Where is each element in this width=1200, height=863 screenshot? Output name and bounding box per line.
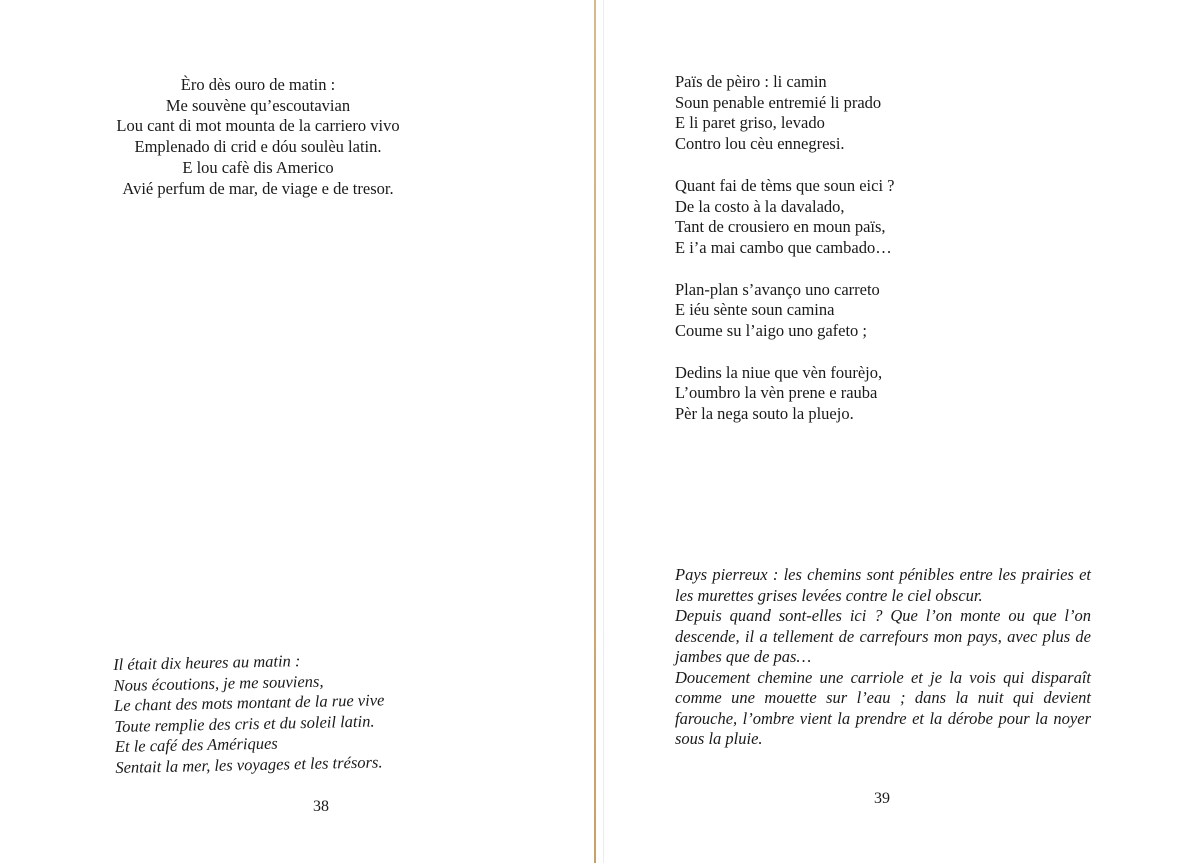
verse-line: Coume su l’aigo uno gafeto ; xyxy=(675,321,868,341)
verse-line: Tant de crousiero en moun païs, xyxy=(675,217,886,237)
page-number-left: 38 xyxy=(313,798,329,815)
verse-line: E lou cafè dis Americo xyxy=(182,157,334,177)
verse-line: Contro lou cèu ennegresi. xyxy=(675,134,845,154)
verse-line: Soun penable entremié li prado xyxy=(675,92,882,112)
right-verse xyxy=(675,72,1035,425)
translation-line: Le chant des mots montant de la rue vive xyxy=(113,690,385,715)
verse-line: Èro dès ouro de matin : xyxy=(180,75,336,94)
translation-paragraph: Pays pierreux : les chemins sont pénibles entre les prairies et les murettes grises levées contre le ciel obscur. xyxy=(675,565,1091,605)
right-translation xyxy=(675,565,1091,750)
verse-line: Quant fai de tèms que soun eici ? xyxy=(675,175,895,195)
verse-line: Emplenado di crid e dóu soulèu latin. xyxy=(134,137,382,157)
left-verse xyxy=(98,75,418,199)
verse-line: Avié perfum de mar, de viage e de tresor. xyxy=(122,178,394,198)
verse-line: Me souvène qu’escoutavian xyxy=(165,95,351,115)
verse-line: Pèr la nega souto la pluejo. xyxy=(675,404,854,424)
left-translation xyxy=(113,649,426,778)
stanza xyxy=(675,176,1035,259)
verse-line: E iéu sènte soun camina xyxy=(675,300,835,320)
translation-paragraph: Depuis quand sont-elles ici ? Que l’on monte ou que l’on descende, il a tellement de carrefours mon pays, avec plus de jambes que de pas… xyxy=(675,606,1091,666)
verse-line: Païs de pèiro : li camin xyxy=(675,72,827,91)
verse-line: De la costo à la davalado, xyxy=(675,196,845,216)
page-number-right: 39 xyxy=(874,790,890,807)
verse-line: Dedins la niue que vèn fourèjo, xyxy=(675,362,883,382)
translation-line: Nous écoutions, je me souviens, xyxy=(113,671,324,695)
verse-line: L’oumbro la vèn prene e rauba xyxy=(675,383,878,403)
translation-line: Sentait la mer, les voyages et les trésors. xyxy=(115,751,383,777)
stanza xyxy=(675,280,1035,342)
translation-paragraph: Doucement chemine une carriole et je la vois qui disparaît comme une mouette sur l’eau ; dans la nuit qui devient farouche, l’ombre vient la prendre et la dérobe pour la noyer sous la pluie. xyxy=(675,667,1091,748)
translation-line: Il était dix heures au matin : xyxy=(113,651,301,674)
verse-line: E i’a mai cambo que cambado… xyxy=(675,237,892,257)
stanza xyxy=(675,72,1035,155)
book-gutter-shadow xyxy=(603,0,604,863)
translation-line: Toute remplie des cris et du soleil latin. xyxy=(114,711,375,736)
verse-line: Plan-plan s’avanço uno carreto xyxy=(675,279,880,299)
translation-line: Et le café des Amériques xyxy=(114,733,278,756)
verse-line: E li paret griso, levado xyxy=(675,113,825,133)
verse-line: Lou cant di mot mounta de la carriero vivo xyxy=(116,116,400,136)
book-gutter xyxy=(594,0,596,863)
stanza xyxy=(675,363,1035,425)
